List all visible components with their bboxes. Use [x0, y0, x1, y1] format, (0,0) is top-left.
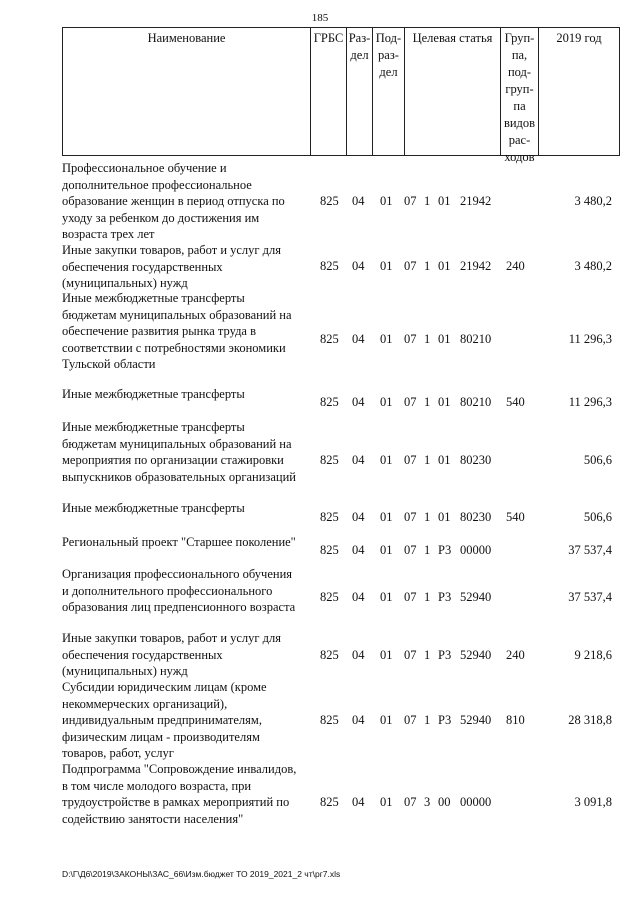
row-target-subprogram: 1	[424, 332, 431, 346]
row-grbs: 825	[320, 713, 339, 727]
file-path-footer: D:\Г\Д6\2019\ЗАКОНЫ\ЗАС_66\Изм.бюджет ТО 2019_2021_2 чт\рг7.xls	[62, 869, 341, 879]
row-amount: 3 480,2	[574, 194, 612, 208]
header-name: Наименование	[63, 28, 311, 155]
row-grbs: 825	[320, 395, 339, 409]
header-target: Целевая статья	[405, 28, 501, 155]
row-name: Иные межбюджетные трансферты	[62, 387, 245, 401]
row-target-program: 07	[404, 194, 417, 208]
row-name: Организация профессионального обучения и дополнительного профессионального образования лиц предпенсионного возраста	[62, 567, 296, 614]
row-grbs: 825	[320, 259, 339, 273]
row-amount: 3 091,8	[574, 795, 612, 809]
row-target-event: 01	[438, 395, 451, 409]
row-target-direction: 80210	[460, 395, 492, 409]
row-grbs: 825	[320, 795, 339, 809]
row-target-subprogram: 1	[424, 648, 431, 662]
row-razdel: 04	[352, 648, 365, 662]
header-podrazdel: Под- раз- дел	[373, 28, 405, 155]
table-header	[62, 27, 620, 164]
row-podrazdel: 01	[380, 543, 393, 557]
row-group: 540	[506, 510, 525, 524]
row-razdel: 04	[352, 332, 365, 346]
row-amount: 28 318,8	[568, 713, 612, 727]
row-target-direction: 80210	[460, 332, 492, 346]
row-amount: 3 480,2	[574, 259, 612, 273]
row-podrazdel: 01	[380, 510, 393, 524]
row-name: Иные межбюджетные трансферты	[62, 501, 245, 515]
row-target-program: 07	[404, 510, 417, 524]
row-name: Иные закупки товаров, работ и услуг для обеспечения государственных (муниципальных) нужд	[62, 631, 282, 678]
row-amount: 11 296,3	[568, 395, 612, 409]
row-grbs: 825	[320, 543, 339, 557]
row-name: Подпрограмма "Сопровождение инвалидов, в том числе молодого возраста, при трудоустройстве в рамках мероприятий по содействию занятости населения"	[62, 762, 297, 826]
row-amount: 506,6	[583, 510, 612, 524]
row-razdel: 04	[352, 194, 365, 208]
row-razdel: 04	[352, 510, 365, 524]
row-amount: 506,6	[583, 453, 612, 467]
row-podrazdel: 01	[380, 648, 393, 662]
row-target-direction: 21942	[460, 194, 492, 208]
row-amount: 11 296,3	[568, 332, 612, 346]
row-target-subprogram: 1	[424, 259, 431, 273]
row-razdel: 04	[352, 543, 365, 557]
row-target-event: 01	[438, 332, 451, 346]
row-target-direction: 52940	[460, 648, 492, 662]
row-target-subprogram: 1	[424, 510, 431, 524]
row-amount: 37 537,4	[568, 590, 612, 604]
row-podrazdel: 01	[380, 332, 393, 346]
row-target-direction: 00000	[460, 543, 492, 557]
row-target-event: P3	[438, 713, 452, 727]
row-target-subprogram: 1	[424, 713, 431, 727]
row-target-event: 00	[438, 795, 451, 809]
row-target-direction: 52940	[460, 713, 492, 727]
row-name: Региональный проект "Старшее поколение"	[62, 535, 296, 549]
row-grbs: 825	[320, 332, 339, 346]
row-name: Иные закупки товаров, работ и услуг для обеспечения государственных (муниципальных) нужд	[62, 243, 282, 290]
row-target-program: 07	[404, 795, 417, 809]
row-target-event: 01	[438, 259, 451, 273]
row-amount: 9 218,6	[574, 648, 612, 662]
row-target-event: P3	[438, 590, 452, 604]
row-target-direction: 80230	[460, 510, 492, 524]
row-grbs: 825	[320, 510, 339, 524]
row-target-subprogram: 3	[424, 795, 431, 809]
header-group: Груп- па, под- груп- па видов рас- ходов	[501, 28, 539, 155]
row-target-direction: 00000	[460, 795, 492, 809]
row-target-subprogram: 1	[424, 194, 431, 208]
row-target-program: 07	[404, 648, 417, 662]
row-name: Субсидии юридическим лицам (кроме некоммерческих организаций), индивидуальным предпринимателям, физическим лицам - производителям товаров, работ, услуг	[62, 680, 267, 760]
row-target-direction: 21942	[460, 259, 492, 273]
row-grbs: 825	[320, 453, 339, 467]
row-amount: 37 537,4	[568, 543, 612, 557]
row-target-event: 01	[438, 453, 451, 467]
row-grbs: 825	[320, 648, 339, 662]
row-name: Профессиональное обучение и дополнительное профессиональное образование женщин в период отпуска по уходу за ребенком до достижения им возраста трех лет	[62, 161, 285, 241]
row-group: 810	[506, 713, 525, 727]
header-grbs: ГРБС	[311, 28, 347, 155]
row-razdel: 04	[352, 395, 365, 409]
row-podrazdel: 01	[380, 590, 393, 604]
row-podrazdel: 01	[380, 259, 393, 273]
row-target-subprogram: 1	[424, 590, 431, 604]
row-target-program: 07	[404, 332, 417, 346]
row-target-event: P3	[438, 648, 452, 662]
row-grbs: 825	[320, 590, 339, 604]
row-podrazdel: 01	[380, 395, 393, 409]
row-target-program: 07	[404, 395, 417, 409]
row-target-program: 07	[404, 543, 417, 557]
row-target-subprogram: 1	[424, 543, 431, 557]
row-target-event: 01	[438, 194, 451, 208]
row-target-program: 07	[404, 453, 417, 467]
row-group: 240	[506, 259, 525, 273]
row-podrazdel: 01	[380, 713, 393, 727]
row-target-program: 07	[404, 590, 417, 604]
row-group: 540	[506, 395, 525, 409]
row-target-program: 07	[404, 259, 417, 273]
page-number: 185	[311, 12, 329, 24]
row-target-event: P3	[438, 543, 452, 557]
row-target-subprogram: 1	[424, 395, 431, 409]
header-year: 2019 год	[556, 31, 602, 45]
row-target-program: 07	[404, 713, 417, 727]
row-group: 240	[506, 648, 525, 662]
row-podrazdel: 01	[380, 795, 393, 809]
row-razdel: 04	[352, 795, 365, 809]
row-razdel: 04	[352, 453, 365, 467]
row-podrazdel: 01	[380, 194, 393, 208]
row-razdel: 04	[352, 590, 365, 604]
row-target-direction: 52940	[460, 590, 492, 604]
row-name: Иные межбюджетные трансферты бюджетам муниципальных образований на обеспечение развития рынка труда в соответствии с потребностями экономики Тульской области	[62, 291, 292, 371]
header-razdel: Раз- дел	[347, 28, 373, 155]
row-name: Иные межбюджетные трансферты бюджетам муниципальных образований на мероприятия по организации стажировки выпускников образовательных организаций	[62, 420, 296, 484]
row-razdel: 04	[352, 259, 365, 273]
row-target-event: 01	[438, 510, 451, 524]
row-grbs: 825	[320, 194, 339, 208]
row-target-subprogram: 1	[424, 453, 431, 467]
row-target-direction: 80230	[460, 453, 492, 467]
row-razdel: 04	[352, 713, 365, 727]
row-podrazdel: 01	[380, 453, 393, 467]
